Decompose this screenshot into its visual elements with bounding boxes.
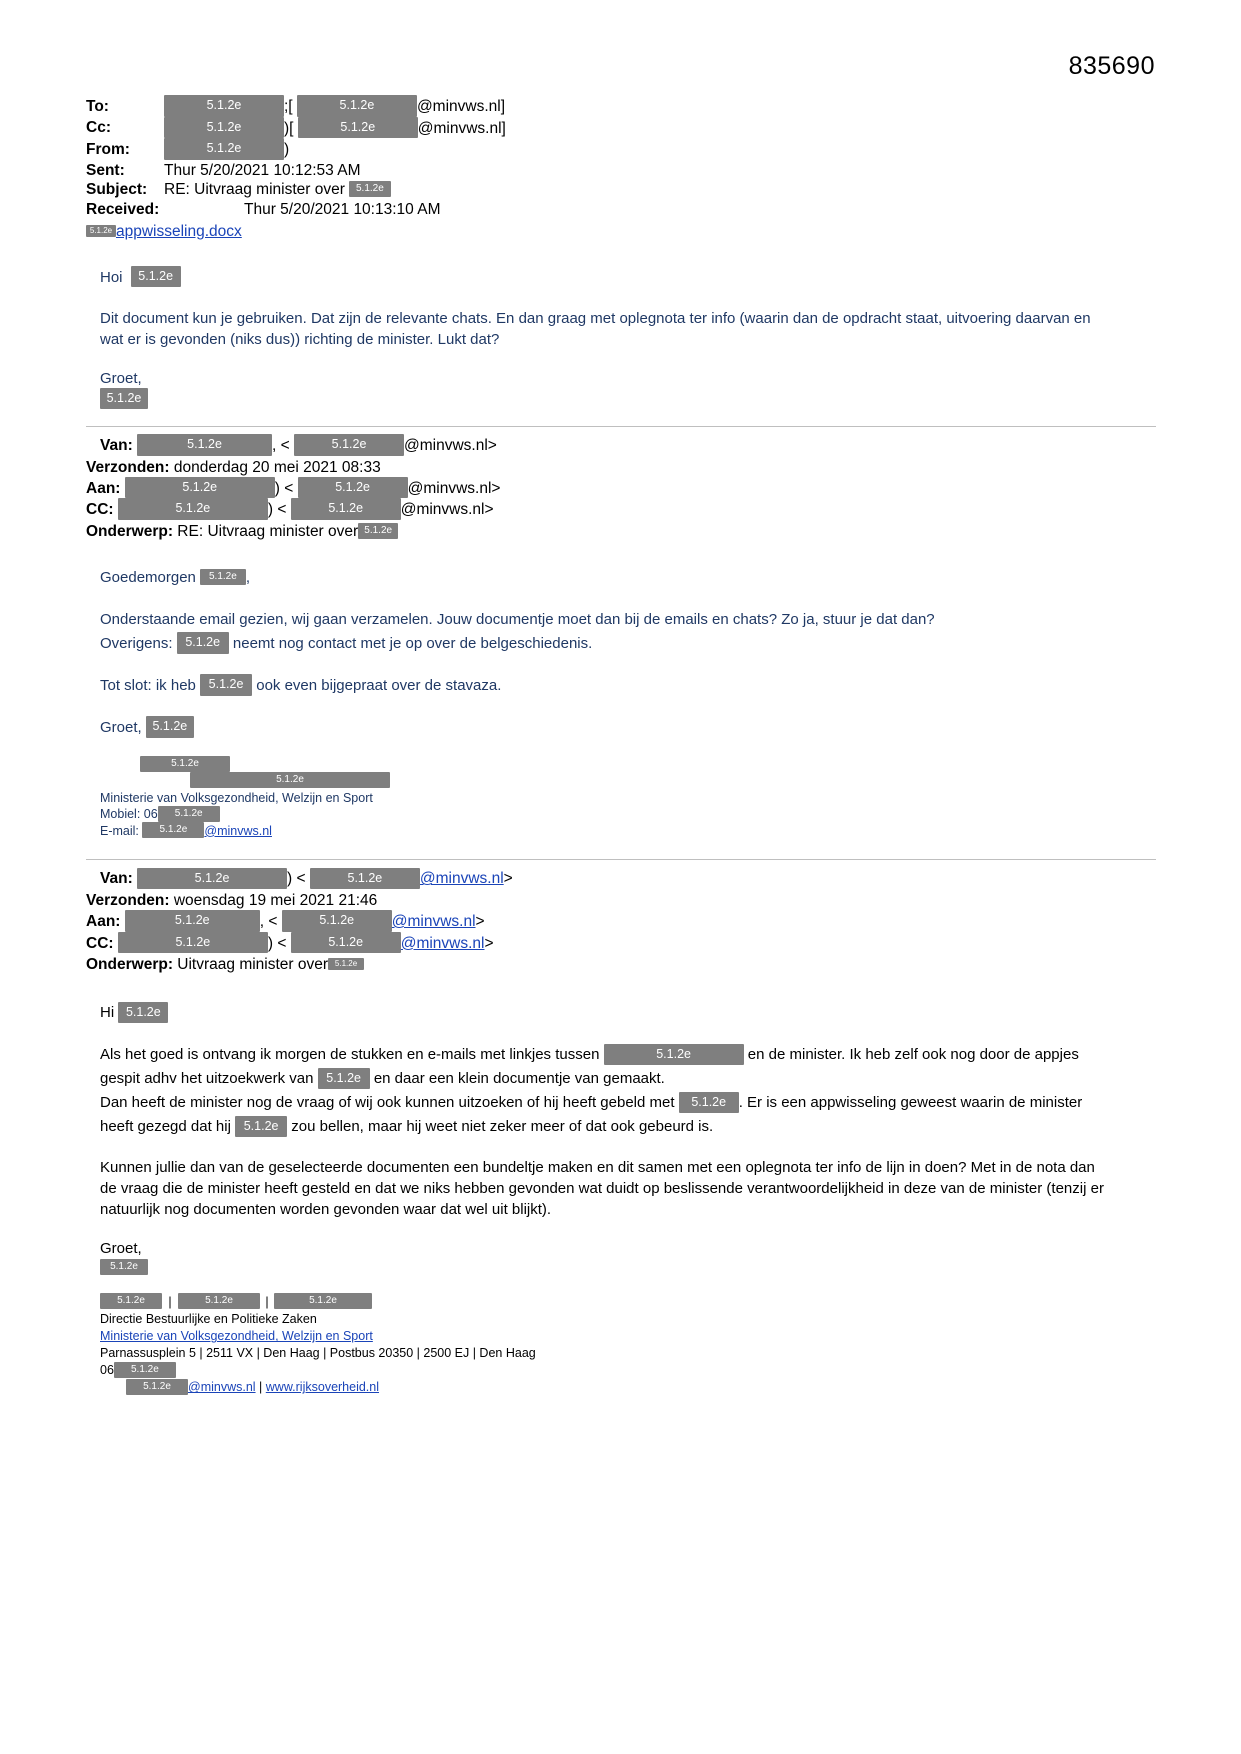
header-row-cc [86, 118, 1156, 140]
cc-close: > [484, 934, 494, 952]
redaction-box: 5.1.2e [158, 806, 220, 822]
signature-phone-row [100, 1362, 1156, 1379]
van-sep: ) < [287, 870, 306, 888]
redaction-box: 5.1.2e [100, 1293, 162, 1309]
attachment-link[interactable]: appwisseling.docx [116, 223, 242, 240]
signature-website-link[interactable]: www.rijksoverheid.nl [265, 1380, 380, 1395]
quote-2-body [100, 1001, 1156, 1396]
to-suffix: @minvws.nl] [416, 97, 506, 115]
redaction-box: 5.1.2e [328, 958, 364, 970]
signature-address: Parnassusplein 5 | 2511 VX | Den Haag | Postbus 20350 | 2500 EJ | Den Haag [100, 1346, 536, 1361]
signature-email [100, 823, 1156, 840]
message-1-signature [100, 389, 1156, 411]
cc-separator: )[ [284, 119, 294, 137]
quote-1-paragraph-2 [100, 674, 1156, 698]
email-header [86, 96, 1156, 242]
cc-sep: ) < [267, 501, 287, 519]
redaction-box: 5.1.2e [131, 266, 181, 288]
cc-label: CC: [86, 501, 114, 519]
header-row-subject [86, 180, 1156, 200]
redaction-box: 5.1.2e [126, 1379, 188, 1395]
quote-divider-2 [86, 859, 1156, 860]
paragraph-text-pre: Dan heeft de minister nog de vraag of wij ook kunnen uitzoeken of hij heeft gebeld met [100, 1094, 675, 1112]
redaction-box: 5.1.2e [235, 1116, 287, 1138]
quote-1-aan-row [86, 478, 1156, 500]
redaction-box: 5.1.2e [294, 434, 404, 456]
email-label: E-mail: [100, 823, 139, 838]
quote-1-greeting [100, 566, 1156, 590]
cc-email-link[interactable]: @minvws.nl [400, 934, 485, 952]
to-separator: ;[ [284, 97, 293, 115]
signature-name-line-2 [100, 772, 1156, 790]
signature-separator: | [259, 1380, 263, 1395]
subject-value [164, 180, 391, 200]
signature-separator: | [265, 1295, 269, 1310]
email-content [86, 96, 1156, 1396]
quote-2-cc-row [86, 933, 1156, 955]
redaction-box: 5.1.2e [291, 932, 401, 954]
redaction-box: 5.1.2e [164, 117, 284, 139]
redaction-box: 5.1.2e [310, 868, 420, 890]
attachment-row [86, 222, 1156, 242]
quote-2-closing: Groet, [100, 1240, 142, 1258]
signature-name-row [100, 1293, 1156, 1311]
redaction-box: 5.1.2e [146, 716, 194, 738]
verzonden-value: donderdag 20 mei 2021 08:33 [173, 458, 381, 476]
redaction-box: 5.1.2e [604, 1044, 744, 1066]
quote-1-closing [100, 716, 1156, 740]
verzonden-value: woensdag 19 mei 2021 21:46 [173, 892, 378, 910]
from-label: From: [86, 140, 130, 158]
closing-text: Groet, [100, 718, 142, 736]
redaction-box: 5.1.2e [274, 1293, 372, 1309]
redaction-box: 5.1.2e [100, 388, 148, 410]
redaction-box: 5.1.2e [118, 498, 268, 520]
sent-value: Thur 5/20/2021 10:12:53 AM [164, 161, 361, 179]
verzonden-label: Verzonden: [86, 458, 170, 476]
redaction-box: 5.1.2e [291, 498, 401, 520]
subject-label: Subject: [86, 181, 148, 198]
quote-2-paragraph-1 [100, 1043, 1110, 1091]
paragraph-text-post: en daar een klein documentje van gemaakt. [373, 1070, 665, 1088]
aan-sep: ) < [274, 479, 294, 497]
message-1-greeting [100, 266, 1156, 290]
redaction-box: 5.1.2e [679, 1092, 739, 1114]
redaction-box: 5.1.2e [318, 1068, 370, 1090]
paragraph-text-mid: en de minister. Ik heb zelf ook nog door de appjes gespit adhv het uitzoekwerk van [100, 1046, 1079, 1088]
header-row-sent [86, 161, 1156, 181]
mobile-label: Mobiel: 06 [100, 806, 158, 821]
onderwerp-label: Onderwerp: [86, 956, 173, 974]
redaction-box: 5.1.2e [349, 181, 391, 197]
redaction-box: 5.1.2e [114, 1362, 176, 1378]
received-value: Thur 5/20/2021 10:13:10 AM [244, 200, 441, 218]
redaction-box: 5.1.2e [100, 1259, 148, 1275]
from-value [164, 139, 289, 161]
signature-mobile [100, 806, 1156, 823]
van-label: Van: [100, 437, 133, 454]
redaction-box: 5.1.2e [200, 569, 246, 585]
redaction-box: 5.1.2e [298, 477, 408, 499]
paragraph-text-pre: Tot slot: ik heb [100, 676, 196, 694]
paragraph-text-post: ook even bijgepraat over de stavaza. [256, 676, 502, 694]
cc-sep: ) < [267, 934, 287, 952]
redaction-box: 5.1.2e [125, 910, 260, 932]
signature-separator: | [168, 1295, 172, 1310]
signature-org: Ministerie van Volksgezondheid, Welzijn en Sport [100, 790, 373, 805]
aan-label: Aan: [86, 913, 121, 931]
aan-sep: , < [259, 913, 278, 931]
cc-suffix: @minvws.nl> [400, 501, 494, 519]
aan-label: Aan: [86, 479, 121, 497]
aan-suffix: @minvws.nl> [407, 479, 501, 497]
quote-1-onderwerp-row [86, 521, 1156, 542]
redaction-box: 5.1.2e [142, 822, 204, 838]
signature-org-link[interactable]: Ministerie van Volksgezondheid, Welzijn en Sport [100, 1329, 373, 1344]
quote-1-header [86, 435, 1156, 542]
van-close: > [503, 870, 513, 888]
redaction-box: 5.1.2e [282, 910, 392, 932]
signature-email-row [100, 1379, 1156, 1396]
quote-2-paragraph-3: Kunnen jullie dan van de geselecteerde documenten een bundeltje maken en dit samen met een oplegnota ter info de lijn in doen? Met in de nota dan de vraag die de minister heeft gesteld en dat we niks hebben gevonden wat duidt op beslissende verantwoordelijkheid in deze van de minister (tenzij er natuurlijk nog documenten worden gevonden waar dat wel uit blijkt). [100, 1159, 1104, 1219]
van-suffix: @minvws.nl> [404, 437, 497, 454]
quote-1-verzonden-row [86, 457, 1156, 478]
quote-1-cc-row [86, 499, 1156, 521]
van-label: Van: [100, 870, 133, 888]
quote-2-van-row [100, 868, 1156, 890]
quote-2-greeting [100, 1001, 1156, 1025]
message-1 [100, 266, 1156, 411]
header-row-from [86, 139, 1156, 161]
quote-2-verzonden-row [86, 890, 1156, 911]
quote-2-header [86, 868, 1156, 975]
cc-suffix: @minvws.nl] [417, 119, 506, 137]
quote-1-paragraph-1 [100, 608, 1110, 656]
phone-prefix: 06 [100, 1363, 114, 1378]
redaction-box: 5.1.2e [125, 477, 275, 499]
paragraph-text-post: zou bellen, maar hij weet niet zeker meer of dat ook gebeurd is. [291, 1118, 714, 1136]
redaction-box: 5.1.2e [177, 632, 229, 654]
van-email-link[interactable]: @minvws.nl [419, 870, 504, 888]
redaction-box: 5.1.2e [358, 523, 398, 539]
paragraph-text-pre: Overigens: [100, 634, 173, 652]
cc-label: CC: [86, 934, 114, 952]
redaction-box: 5.1.2e [164, 95, 284, 117]
cc-value [164, 118, 506, 140]
greeting-text: Goedemorgen [100, 568, 196, 586]
to-label: To: [86, 97, 109, 115]
onderwerp-value: Uitvraag minister over [177, 956, 329, 974]
to-value [164, 96, 505, 118]
quote-2-paragraph-2 [100, 1091, 1110, 1139]
message-1-paragraph: Dit document kun je gebruiken. Dat zijn de relevante chats. En dan graag met oplegnota ter info (waarin dan de opdracht staat, uitvoering daarvan en wat er is gevonden (niks dus)) richting de minister. Lukt dat? [100, 309, 1091, 348]
redaction-box: 5.1.2e [178, 1293, 260, 1309]
quote-1-van-row [100, 435, 1156, 457]
quote-divider-1 [86, 426, 1156, 427]
quote-2-signature [100, 1293, 1156, 1396]
signature-org-row [100, 1328, 1156, 1345]
email-link[interactable]: @minvws.nl [204, 823, 272, 838]
aan-close: > [475, 913, 485, 931]
quote-1-body [100, 566, 1156, 839]
redaction-box: 5.1.2e [200, 674, 252, 696]
redaction-box: 5.1.2e [164, 138, 284, 160]
signature-email-link[interactable]: @minvws.nl [188, 1380, 256, 1395]
onderwerp-value: RE: Uitvraag minister over [177, 522, 359, 540]
message-1-closing: Groet, [100, 369, 142, 387]
redaction-box: 5.1.2e [297, 95, 417, 117]
onderwerp-label: Onderwerp: [86, 522, 173, 540]
cc-label: Cc: [86, 119, 111, 137]
paragraph-text-mid: . Er is een appwisseling geweest waarin de minister heeft gezegd dat hij [100, 1094, 1083, 1136]
header-row-received [86, 200, 1156, 220]
verzonden-label: Verzonden: [86, 892, 170, 910]
redaction-box: 5.1.2e [190, 772, 390, 788]
redaction-box: 5.1.2e [137, 434, 272, 456]
from-suffix: ) [284, 140, 290, 158]
redaction-box: 5.1.2e [298, 117, 418, 139]
greeting-text: Hi [100, 1004, 115, 1022]
paragraph-text: Onderstaande email gezien, wij gaan verzamelen. Jouw documentje moet dan bij de emails en chats? Zo ja, stuur je dat dan? [100, 610, 935, 628]
quote-1-signature [100, 756, 1156, 839]
greeting-suffix: , [245, 568, 251, 586]
signature-department: Directie Bestuurlijke en Politieke Zaken [100, 1312, 317, 1327]
redaction-box: 5.1.2e [118, 1002, 168, 1024]
received-label: Received: [86, 200, 160, 218]
redaction-box: 5.1.2e [137, 868, 287, 890]
quote-2-closing-redaction [100, 1259, 1156, 1277]
redaction-box: 5.1.2e [86, 225, 116, 237]
quote-2-onderwerp-row [86, 954, 1156, 975]
aan-email-link[interactable]: @minvws.nl [391, 913, 476, 931]
paragraph-text-pre: Als het goed is ontvang ik morgen de stukken en e-mails met linkjes tussen [100, 1046, 600, 1064]
quote-2-aan-row [86, 911, 1156, 933]
paragraph-text-post: neemt nog contact met je op over de belgeschiedenis. [232, 634, 593, 652]
redaction-box: 5.1.2e [118, 932, 268, 954]
sent-label: Sent: [86, 161, 125, 179]
greeting-text: Hoi [100, 268, 123, 286]
document-number: 835690 [1068, 52, 1155, 80]
subject-text: RE: Uitvraag minister over [164, 181, 345, 198]
redaction-box: 5.1.2e [140, 756, 230, 772]
van-sep: , < [272, 437, 290, 454]
header-row-to [86, 96, 1156, 118]
